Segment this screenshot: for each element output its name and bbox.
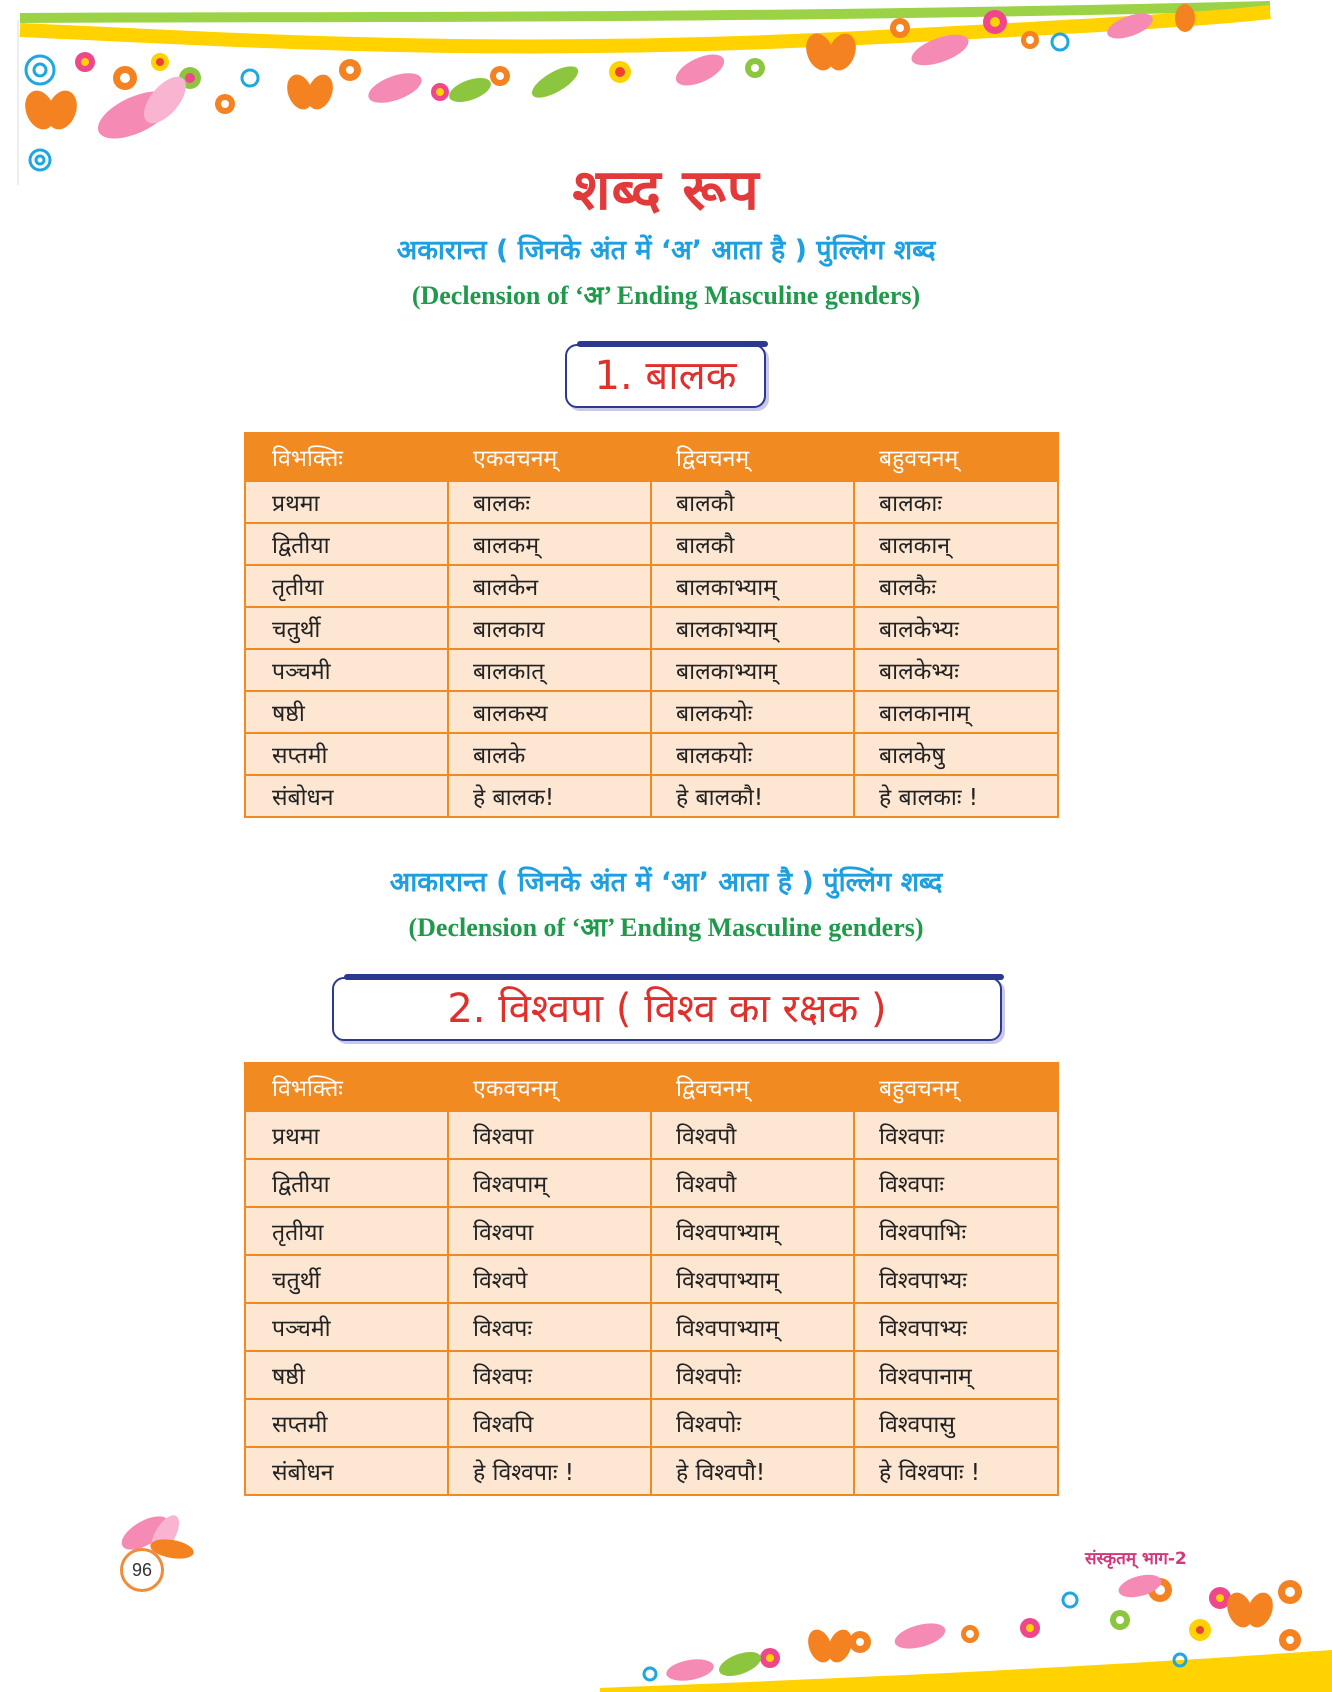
table-cell: चतुर्थी: [245, 1255, 448, 1303]
column-header-bahuvachanam: बहुवचनम्: [854, 433, 1058, 481]
table-cell: बालकेभ्यः: [854, 649, 1058, 691]
column-header-ekavachanam: एकवचनम्: [448, 433, 651, 481]
table-row: [245, 1399, 1058, 1447]
table-row: [245, 607, 1058, 649]
table-cell: पञ्चमी: [245, 649, 448, 691]
table-cell: तृतीया: [245, 1207, 448, 1255]
table-row: [245, 1447, 1058, 1495]
table-cell: सप्तमी: [245, 733, 448, 775]
table-row: [245, 733, 1058, 775]
table-row: [245, 775, 1058, 817]
table-row: [245, 565, 1058, 607]
table-cell: बालकैः: [854, 565, 1058, 607]
table-cell: विश्वपानाम्: [854, 1351, 1058, 1399]
section1-subtitle-hindi: अकारान्त ( जिनके अंत में ‘अ’ आता है ) पुंल्लिंग शब्द: [396, 235, 936, 266]
table-cell: द्वितीया: [245, 1159, 448, 1207]
table-cell: बालकेषु: [854, 733, 1058, 775]
table-row: [245, 1351, 1058, 1399]
table-row: [245, 523, 1058, 565]
table-cell: बालकाः: [854, 481, 1058, 523]
column-header-bahuvachanam: बहुवचनम्: [854, 1063, 1058, 1111]
table-cell: विश्वपाभिः: [854, 1207, 1058, 1255]
table-cell: पञ्चमी: [245, 1303, 448, 1351]
table-cell: बालकात्: [448, 649, 651, 691]
table-cell: हे विश्वपाः !: [448, 1447, 651, 1495]
declension-table-balak: [244, 432, 1059, 818]
table-cell: बालकाय: [448, 607, 651, 649]
table-cell: विश्वपोः: [651, 1399, 854, 1447]
table-cell: विश्वपा: [448, 1111, 651, 1159]
table-cell: बालकाभ्याम्: [651, 607, 854, 649]
table-cell: बालकः: [448, 481, 651, 523]
column-header-dvivachanam: द्विवचनम्: [651, 433, 854, 481]
table-cell: बालकौ: [651, 523, 854, 565]
table-header-row: [245, 1063, 1058, 1111]
table-cell: विश्वपि: [448, 1399, 651, 1447]
table-cell: षष्ठी: [245, 1351, 448, 1399]
table-cell: बालकानाम्: [854, 691, 1058, 733]
table-cell: तृतीया: [245, 565, 448, 607]
table-cell: हे बालक!: [448, 775, 651, 817]
table-cell: संबोधन: [245, 775, 448, 817]
table-cell: विश्वपाः: [854, 1159, 1058, 1207]
section2-subtitle-english: (Declension of ‘आ’ Ending Masculine genders): [408, 913, 924, 942]
table-cell: षष्ठी: [245, 691, 448, 733]
table-cell: विश्वपौ: [651, 1111, 854, 1159]
table-cell: बालकेभ्यः: [854, 607, 1058, 649]
table-cell: बालकेन: [448, 565, 651, 607]
table-row: [245, 1111, 1058, 1159]
table-row: [245, 1303, 1058, 1351]
bottom-floral-border: [600, 1570, 1332, 1692]
table-cell: चतुर्थी: [245, 607, 448, 649]
column-header-vibhakti: विभक्तिः: [245, 1063, 448, 1111]
section2-word-label: 2. विश्वपा ( विश्व का रक्षक ): [447, 986, 887, 1032]
table-cell: बालके: [448, 733, 651, 775]
table-cell: बालकस्य: [448, 691, 651, 733]
table-cell: विश्वपाभ्याम्: [651, 1255, 854, 1303]
table-cell: बालकाभ्याम्: [651, 649, 854, 691]
table-cell: विश्वपाः: [854, 1111, 1058, 1159]
page-number: 96: [120, 1548, 164, 1592]
table-row: [245, 649, 1058, 691]
section1-word-box: [565, 344, 766, 408]
table-cell: सप्तमी: [245, 1399, 448, 1447]
table-cell: विश्वपोः: [651, 1351, 854, 1399]
table-row: [245, 1255, 1058, 1303]
table-cell: हे विश्वपौ!: [651, 1447, 854, 1495]
table-cell: विश्वपौ: [651, 1159, 854, 1207]
table-cell: विश्वपे: [448, 1255, 651, 1303]
table-cell: बालकयोः: [651, 691, 854, 733]
table-cell: विश्वपः: [448, 1303, 651, 1351]
section2-word-box: [332, 977, 1002, 1041]
section1-subtitle-english: (Declension of ‘अ’ Ending Masculine genders): [411, 281, 921, 310]
table-row: [245, 1207, 1058, 1255]
table-row: [245, 691, 1058, 733]
table-row: [245, 481, 1058, 523]
table-cell: विश्वपाभ्याम्: [651, 1207, 854, 1255]
table-cell: विश्वपासु: [854, 1399, 1058, 1447]
table-cell: संबोधन: [245, 1447, 448, 1495]
table-row: [245, 1159, 1058, 1207]
table-cell: हे बालकौ!: [651, 775, 854, 817]
table-cell: हे बालकाः !: [854, 775, 1058, 817]
table-cell: विश्वपाभ्यः: [854, 1255, 1058, 1303]
table-cell: हे विश्वपाः !: [854, 1447, 1058, 1495]
table-cell: विश्वपः: [448, 1351, 651, 1399]
table-cell: विश्वपाम्: [448, 1159, 651, 1207]
section2-subtitle-hindi: आकारान्त ( जिनके अंत में ‘आ’ आता है ) पुंल्लिंग शब्द: [389, 867, 943, 898]
column-header-ekavachanam: एकवचनम्: [448, 1063, 651, 1111]
book-title-footer: संस्कृतम् भाग-2: [1085, 1549, 1187, 1569]
section1-word-label: 1. बालक: [594, 353, 737, 399]
page-title: शब्द रूप: [572, 158, 760, 223]
column-header-vibhakti: विभक्तिः: [245, 433, 448, 481]
table-cell: बालकाभ्याम्: [651, 565, 854, 607]
table-cell: प्रथमा: [245, 481, 448, 523]
declension-table-vishvapa: [244, 1062, 1059, 1496]
table-cell: बालकयोः: [651, 733, 854, 775]
column-header-dvivachanam: द्विवचनम्: [651, 1063, 854, 1111]
table-cell: द्वितीया: [245, 523, 448, 565]
table-cell: विश्वपाभ्याम्: [651, 1303, 854, 1351]
table-cell: विश्वपाभ्यः: [854, 1303, 1058, 1351]
table-cell: बालकम्: [448, 523, 651, 565]
table-header-row: [245, 433, 1058, 481]
table-cell: प्रथमा: [245, 1111, 448, 1159]
table-cell: विश्वपा: [448, 1207, 651, 1255]
table-cell: बालकान्: [854, 523, 1058, 565]
table-cell: बालकौ: [651, 481, 854, 523]
